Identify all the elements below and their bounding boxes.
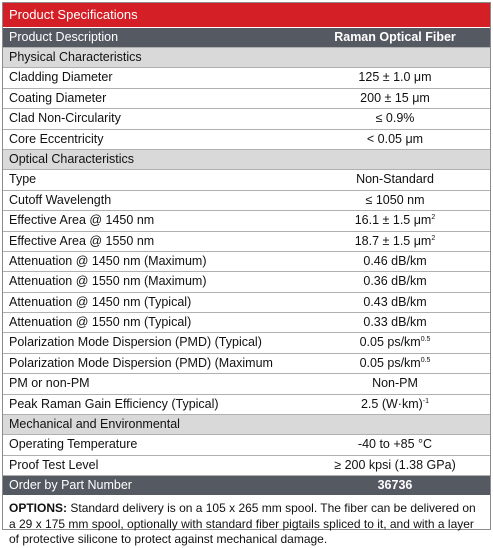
- spec-row: [3, 394, 490, 414]
- spec-label: Peak Raman Gain Efficiency (Typical): [9, 396, 219, 411]
- spec-value-superscript: 2: [431, 234, 436, 242]
- spec-row: [3, 88, 490, 108]
- spec-row: [3, 353, 490, 373]
- spec-value-cell: [300, 211, 490, 230]
- header-value: Raman Optical Fiber: [334, 30, 456, 44]
- spec-label: Polarization Mode Dispersion (PMD) (Maximum: [9, 355, 273, 370]
- spec-value-cell: [300, 232, 490, 251]
- spec-row: [3, 190, 490, 210]
- spec-value: 0.43 dB/km: [363, 294, 427, 309]
- spec-value-cell: [300, 395, 490, 414]
- header-row: [3, 27, 490, 47]
- spec-label: Attenuation @ 1550 nm (Maximum): [9, 274, 207, 289]
- spec-value: 0.05 ps/km: [359, 355, 421, 370]
- spec-value-superscript: 0.5: [420, 356, 431, 364]
- spec-row: [3, 129, 490, 149]
- spec-label: Polarization Mode Dispersion (PMD) (Typical): [9, 335, 262, 350]
- section-header: Optical Characteristics: [3, 149, 490, 169]
- spec-label: Cladding Diameter: [9, 70, 113, 85]
- spec-value-cell: [300, 333, 490, 352]
- spec-label: Core Eccentricity: [9, 131, 104, 146]
- spec-value-cell: [300, 293, 490, 312]
- spec-row: [3, 231, 490, 251]
- spec-value: 0.33 dB/km: [363, 315, 427, 330]
- spec-row: [3, 271, 490, 291]
- spec-label: Cutoff Wavelength: [9, 192, 112, 207]
- spec-row: [3, 67, 490, 87]
- spec-label: PM or non-PM: [9, 376, 90, 391]
- section-header: Mechanical and Environmental: [3, 414, 490, 434]
- spec-value-superscript: 2: [431, 213, 436, 221]
- spec-value-cell: [300, 456, 490, 475]
- spec-value: ≥ 200 kpsi (1.38 GPa): [334, 457, 456, 472]
- spec-value-cell: [300, 272, 490, 291]
- spec-row: [3, 169, 490, 189]
- order-row: [3, 475, 490, 495]
- spec-value: 0.46 dB/km: [363, 253, 427, 268]
- table-body: [3, 47, 490, 475]
- spec-value: 125 ± 1.0 μm: [358, 70, 432, 85]
- spec-value-cell: [300, 435, 490, 454]
- spec-value: 0.36 dB/km: [363, 274, 427, 289]
- spec-value: -40 to +85 °C: [357, 437, 433, 452]
- spec-value-cell: [300, 170, 490, 189]
- spec-value: 0.05 ps/km: [359, 335, 421, 350]
- spec-row: [3, 210, 490, 230]
- spec-row: [3, 373, 490, 393]
- spec-value: Non-Standard: [356, 172, 434, 187]
- spec-value: ≤ 1050 nm: [365, 192, 425, 207]
- spec-label: Attenuation @ 1550 nm (Typical): [9, 315, 192, 330]
- spec-value: 16.1 ± 1.5 μm: [354, 213, 432, 228]
- spec-value-cell: [300, 191, 490, 210]
- spec-value-superscript: 0.5: [420, 336, 431, 344]
- spec-label: Operating Temperature: [9, 437, 138, 452]
- spec-label: Effective Area @ 1550 nm: [9, 233, 155, 248]
- spec-row: [3, 108, 490, 128]
- spec-value-cell: [300, 130, 490, 149]
- spec-label: Type: [9, 172, 37, 187]
- spec-value: < 0.05 μm: [366, 131, 424, 146]
- spec-label: Attenuation @ 1450 nm (Typical): [9, 294, 192, 309]
- section-header: Physical Characteristics: [3, 47, 490, 67]
- table-title: Product Specifications: [3, 3, 490, 27]
- spec-value-cell: [300, 374, 490, 393]
- header-label: Product Description: [9, 30, 119, 44]
- spec-label: Proof Test Level: [9, 457, 99, 472]
- spec-value-cell: [300, 109, 490, 128]
- options-text: Standard delivery is on a 105 x 265 mm spool. The fiber can be delivered on a 29 x 175 mm spool, optionally with standard fiber pigtails spliced to it, and with a layer of protective silicone to protect against mechanical damage.: [9, 501, 476, 547]
- spec-table: [2, 2, 491, 547]
- spec-value-cell: [300, 252, 490, 271]
- spec-row: [3, 292, 490, 312]
- spec-label: Clad Non-Circularity: [9, 111, 121, 126]
- spec-row: [3, 312, 490, 332]
- spec-label: Effective Area @ 1450 nm: [9, 213, 155, 228]
- spec-value-superscript: -1: [422, 397, 430, 405]
- spec-value: ≤ 0.9%: [375, 111, 415, 126]
- spec-row: [3, 332, 490, 352]
- spec-value-cell: [300, 354, 490, 373]
- part-number: 36736: [377, 478, 413, 493]
- spec-row: [3, 455, 490, 475]
- order-label: Order by Part Number: [9, 478, 132, 493]
- spec-value-cell: [300, 68, 490, 87]
- spec-row: [3, 434, 490, 454]
- spec-value: 2.5 (W·km): [360, 396, 423, 411]
- spec-value-cell: [300, 313, 490, 332]
- spec-label: Coating Diameter: [9, 90, 107, 105]
- spec-value-cell: [300, 89, 490, 108]
- spec-value: 200 ± 15 μm: [360, 90, 430, 105]
- spec-value: Non-PM: [372, 376, 418, 391]
- options-note: [3, 495, 490, 548]
- spec-label: Attenuation @ 1450 nm (Maximum): [9, 253, 207, 268]
- options-heading: OPTIONS:: [9, 501, 68, 516]
- spec-row: [3, 251, 490, 271]
- spec-value: 18.7 ± 1.5 μm: [354, 233, 432, 248]
